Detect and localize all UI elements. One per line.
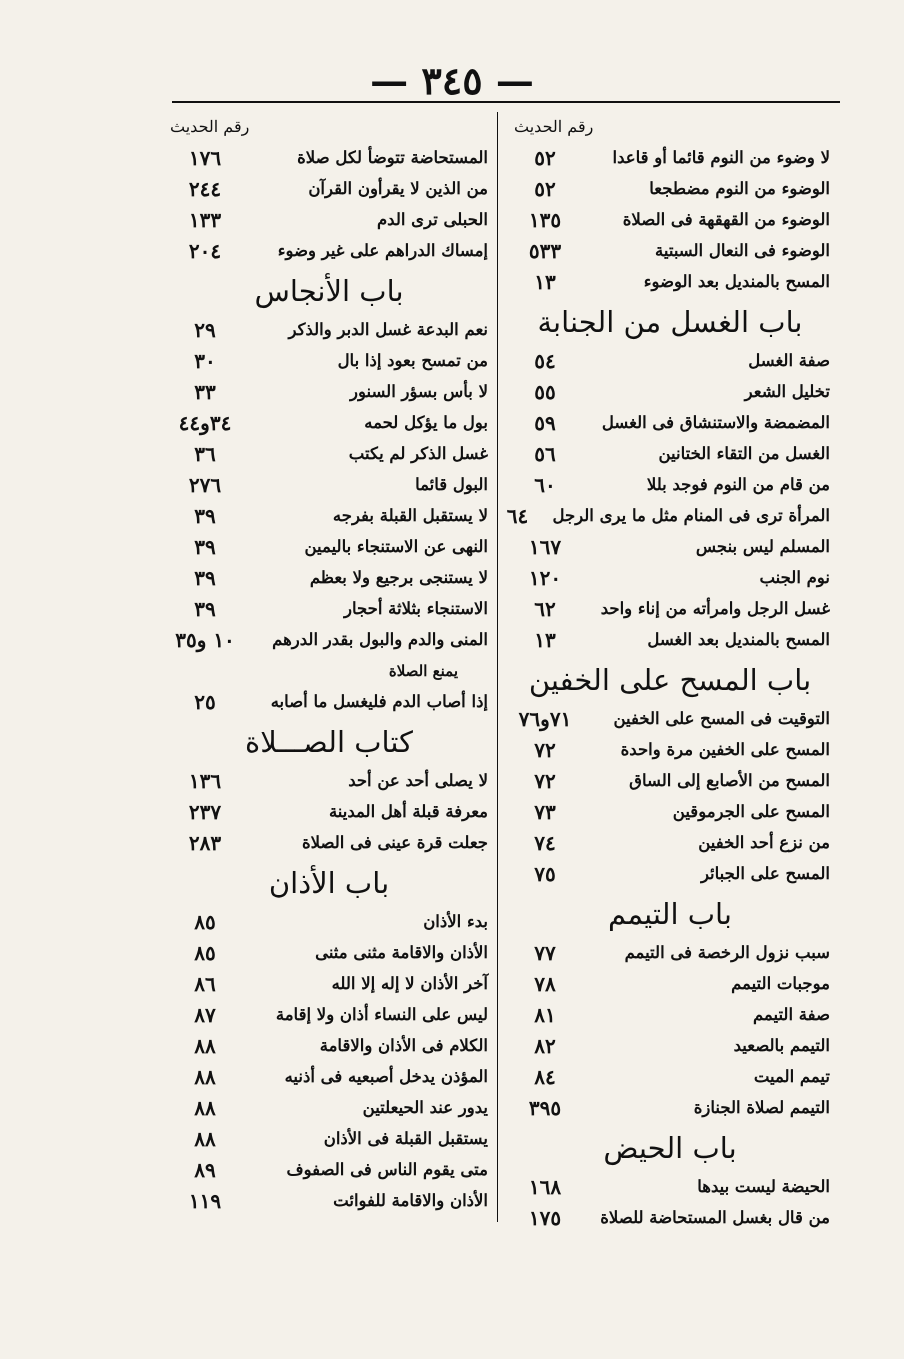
entry-title: لا وضوء من النوم قائما أو قاعدا [612, 148, 830, 167]
entry-title: نعم البدعة غسل الدبر والذكر [288, 320, 488, 339]
entry-title: التيمم لصلاة الجنازة [693, 1098, 830, 1117]
index-entry [510, 562, 830, 593]
hadith-number: ٥٩ [534, 410, 556, 435]
index-entry [510, 1171, 830, 1202]
index-entry [170, 562, 488, 593]
index-entry [510, 1061, 830, 1092]
section-heading: باب التيمم [608, 897, 732, 931]
entry-title: متى يقوم الناس فى الصفوف [286, 1160, 488, 1179]
entry-title: المسح على الخفين مرة واحدة [620, 740, 830, 759]
right-column-rows [506, 142, 830, 1233]
hadith-number: ٥٢ [534, 176, 556, 201]
hadith-number: ١٣ [534, 627, 556, 652]
entry-title: يمنع الصلاة [388, 661, 458, 680]
entry-title: المسح بالمنديل بعد الوضوء [643, 272, 830, 291]
section-heading: باب الأذان [268, 866, 390, 900]
entry-title: من نزع أحد الخفين [698, 833, 830, 852]
index-entry [170, 314, 488, 345]
right-column-header: رقم الحديث [514, 117, 594, 136]
index-entry [510, 999, 830, 1030]
hadith-number: ٨٩ [194, 1157, 216, 1182]
section-heading: باب الأنجاس [254, 274, 404, 308]
entry-title: معرفة قبلة أهل المدينة [328, 802, 488, 821]
hadith-number: ٢٠٤ [188, 238, 222, 263]
index-entry [170, 968, 488, 999]
index-entry [506, 500, 830, 531]
hadith-number: ٨٧ [194, 1002, 216, 1027]
section-heading: باب الحيض [603, 1131, 737, 1165]
entry-title: الأذان والاقامة للفوائت [333, 1191, 488, 1210]
index-entry [170, 173, 488, 204]
hadith-number: ٣٩ [194, 503, 216, 528]
hadith-number: ٥٤ [534, 348, 556, 373]
index-entry [510, 407, 830, 438]
hadith-number: ١٧٥ [528, 1205, 562, 1230]
index-entry [510, 796, 830, 827]
index-entry [510, 734, 830, 765]
index-entry [170, 686, 488, 717]
entry-title: سبب نزول الرخصة فى التيمم [624, 943, 830, 962]
hadith-number: ٥٥ [534, 379, 556, 404]
index-entry-continuation [170, 655, 488, 686]
entry-title: يستقبل القبلة فى الأذان [323, 1129, 488, 1148]
left-column [170, 112, 488, 1216]
section-heading: باب المسح على الخفين [528, 663, 812, 697]
hadith-number: ١٣٥ [528, 207, 562, 232]
entry-title: من الذين لا يقرأون القرآن [308, 179, 488, 198]
hadith-number: ٢٨٣ [188, 830, 222, 855]
entry-title: الحيضة ليست بيدها [697, 1177, 830, 1196]
entry-title: لا يستقبل القبلة بفرجه [332, 506, 488, 525]
entry-title: المؤذن يدخل أصبعيه فى أذنيه [284, 1067, 488, 1086]
hadith-number: ٨٨ [194, 1033, 216, 1058]
entry-title: صفة التيمم [752, 1005, 830, 1024]
entry-title: يدور عند الحيعلتين [362, 1098, 488, 1117]
hadith-number: ٥٣٣ [528, 238, 562, 263]
index-entry [170, 1092, 488, 1123]
index-entry [170, 235, 488, 266]
hadith-number: ٨٤ [534, 1064, 556, 1089]
entry-title: جعلت قرة عينى فى الصلاة [301, 833, 488, 852]
entry-title: تيمم الميت [753, 1067, 830, 1086]
entry-title: لا بأس بسؤر السنور [349, 382, 488, 401]
right-column [506, 112, 830, 1233]
index-entry [170, 1061, 488, 1092]
hadith-number: ٨٨ [194, 1064, 216, 1089]
hadith-number: ٧١و٧٦ [518, 706, 572, 731]
index-entry [510, 235, 830, 266]
entry-title: نوم الجنب [759, 568, 830, 587]
entry-title: إذا أصاب الدم فليغسل ما أصابه [270, 692, 488, 711]
entry-title: ليس على النساء أذان ولا إقامة [275, 1005, 488, 1024]
index-entry [170, 827, 488, 858]
hadith-number: ١٣٣ [188, 207, 222, 232]
column-divider [497, 112, 498, 1222]
index-entry [510, 1030, 830, 1061]
entry-title: لا يصلى أحد عن أحد [348, 771, 488, 790]
index-entry [510, 469, 830, 500]
entry-title: المنى والدم والبول بقدر الدرهم [272, 630, 488, 649]
entry-title: من تمسح بعود إذا بال [337, 351, 488, 370]
index-entry [510, 376, 830, 407]
entry-title: التوقيت فى المسح على الخفين [613, 709, 830, 728]
index-entry [170, 624, 488, 655]
entry-title: البول قائما [415, 475, 488, 494]
hadith-number: ٢٥ [194, 689, 216, 714]
entry-title: المسح على الجرموقين [672, 802, 830, 821]
hadith-number: ٨١ [534, 1002, 556, 1027]
index-entry [170, 500, 488, 531]
entry-title: الحبلى ترى الدم [376, 210, 488, 229]
index-entry [510, 765, 830, 796]
index-entry [510, 204, 830, 235]
hadith-number: ٢٣٧ [188, 799, 222, 824]
hadith-number: ٧٢ [534, 737, 556, 762]
hadith-number: ١٦٧ [528, 534, 562, 559]
entry-title: بول ما يؤكل لحمه [364, 413, 488, 432]
index-entry [510, 968, 830, 999]
index-entry [170, 1123, 488, 1154]
index-entry [170, 407, 488, 438]
hadith-number: ٣٤و٤٤ [178, 410, 232, 435]
hadith-number: ٧٥ [534, 861, 556, 886]
hadith-number: ٨٢ [534, 1033, 556, 1058]
index-entry [510, 345, 830, 376]
entry-title: الوضوء من القهقهة فى الصلاة [622, 210, 830, 229]
entry-title: المرأة ترى فى المنام مثل ما يرى الرجل [552, 506, 830, 525]
hadith-number: ٣٣ [194, 379, 216, 404]
entry-title: النهى عن الاستنجاء باليمين [304, 537, 488, 556]
hadith-number: ٨٥ [194, 940, 216, 965]
page-number: — ٣٤٥ — [370, 58, 534, 103]
entry-title: المستحاضة تتوضأ لكل صلاة [297, 148, 488, 167]
hadith-number: ٣٩ [194, 534, 216, 559]
hadith-number: ١٣ [534, 269, 556, 294]
entry-title: من قام من النوم فوجد بللا [646, 475, 830, 494]
hadith-number: ٣٩ [194, 596, 216, 621]
hadith-number: ٦٠ [534, 472, 556, 497]
hadith-number: ٣٩٥ [528, 1095, 562, 1120]
hadith-number: ١٦٨ [528, 1174, 562, 1199]
hadith-number: ٣٦ [194, 441, 216, 466]
index-entry [510, 1202, 830, 1233]
index-entry [170, 438, 488, 469]
entry-title: المسح من الأصابع إلى الساق [629, 771, 830, 790]
entry-title: الوضوء فى النعال السبتية [655, 241, 830, 260]
entry-title: إمساك الدراهم على غير وضوء [277, 241, 488, 260]
hadith-number: ٣٩ [194, 565, 216, 590]
hadith-number: ٥٢ [534, 145, 556, 170]
index-entry [170, 469, 488, 500]
entry-title: الوضوء من النوم مضطجعا [649, 179, 830, 198]
hadith-number: ١١٩ [188, 1188, 222, 1213]
hadith-number: ٦٤ [506, 503, 529, 528]
hadith-number: ٣٠ [194, 348, 216, 373]
entry-title: غسل الذكر لم يكتب [348, 444, 488, 463]
index-entry [170, 531, 488, 562]
index-entry [170, 142, 488, 173]
entry-title: الأذان والاقامة مثنى مثنى [315, 943, 488, 962]
index-entry [170, 1030, 488, 1061]
index-entry [510, 937, 830, 968]
hadith-number: ٧٢ [534, 768, 556, 793]
hadith-number: ٧٣ [534, 799, 556, 824]
entry-title: المسح بالمنديل بعد الغسل [647, 630, 830, 649]
hadith-number: ٢٩ [194, 317, 216, 342]
hadith-number: ١٧٦ [188, 145, 222, 170]
index-entry [510, 438, 830, 469]
section-heading: باب الغسل من الجنابة [537, 305, 803, 339]
index-entry [170, 765, 488, 796]
top-rule [172, 101, 840, 103]
index-entry [170, 593, 488, 624]
entry-title: المسح على الجبائر [700, 864, 830, 883]
entry-title: الكلام فى الأذان والاقامة [319, 1036, 488, 1055]
hadith-number: ٧٤ [534, 830, 556, 855]
index-entry [510, 593, 830, 624]
hadith-number: ٧٧ [534, 940, 556, 965]
index-entry [510, 266, 830, 297]
entry-title: موجبات التيمم [731, 974, 830, 993]
left-column-header: رقم الحديث [170, 117, 250, 136]
left-column-rows [170, 142, 488, 1216]
hadith-number: ١٠ و٣٥ [175, 627, 235, 652]
entry-title: من قال بغسل المستحاضة للصلاة [600, 1208, 830, 1227]
hadith-number: ٨٥ [194, 909, 216, 934]
index-entry [510, 858, 830, 889]
index-entry [510, 703, 830, 734]
hadith-number: ٦٢ [534, 596, 556, 621]
entry-title: المسلم ليس بنجس [695, 537, 830, 556]
index-entry [510, 827, 830, 858]
index-entry [170, 796, 488, 827]
entry-title: آخر الأذان لا إله إلا الله [331, 974, 488, 993]
index-entry [510, 142, 830, 173]
hadith-number: ٨٦ [194, 971, 216, 996]
index-entry [170, 204, 488, 235]
entry-title: لا يستنجى برجيع ولا بعظم [309, 568, 488, 587]
entry-title: التيمم بالصعيد [733, 1036, 830, 1055]
index-entry [170, 937, 488, 968]
index-entry [510, 624, 830, 655]
hadith-number: ٢٧٦ [188, 472, 222, 497]
entry-title: صفة الغسل [748, 351, 830, 370]
index-entry [170, 906, 488, 937]
index-entry [170, 376, 488, 407]
entry-title: الغسل من التقاء الختانين [658, 444, 830, 463]
entry-title: غسل الرجل وامرأته من إناء واحد [600, 599, 830, 618]
hadith-number: ١٢٠ [528, 565, 562, 590]
hadith-number: ٨٨ [194, 1095, 216, 1120]
entry-title: تخليل الشعر [744, 382, 830, 401]
entry-title: الاستنجاء بثلاثة أحجار [344, 599, 488, 618]
index-entry [170, 1154, 488, 1185]
hadith-number: ٨٨ [194, 1126, 216, 1151]
index-entry [170, 1185, 488, 1216]
index-entry [170, 999, 488, 1030]
section-heading: كتاب الصـــلاة [245, 725, 413, 759]
hadith-number: ١٣٦ [188, 768, 222, 793]
hadith-number: ٥٦ [534, 441, 556, 466]
index-entry [510, 173, 830, 204]
index-entry [510, 531, 830, 562]
index-entry [170, 345, 488, 376]
hadith-number: ٢٤٤ [188, 176, 222, 201]
index-entry [510, 1092, 830, 1123]
hadith-number: ٧٨ [534, 971, 556, 996]
entry-title: بدء الأذان [423, 912, 488, 931]
entry-title: المضمضة والاستنشاق فى الغسل [601, 413, 830, 432]
